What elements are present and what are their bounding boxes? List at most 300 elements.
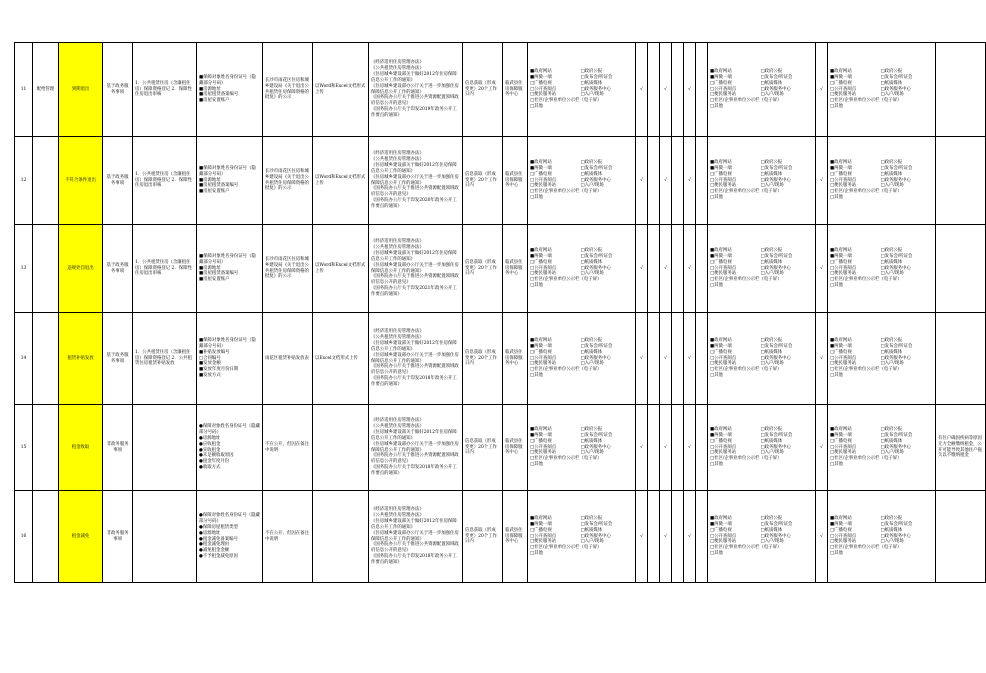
channel-cell [708, 405, 816, 491]
channel-option: □其他 [530, 195, 543, 201]
channel-option: □公开查阅点 [530, 86, 557, 92]
subject-cell: 长沙市雨花区住房和城乡建设局《关于退出公共租赁住房保障资格的批复》的公示 [263, 225, 313, 313]
channel-option: □政府公报 [580, 337, 603, 343]
channel-option: □政府公报 [580, 159, 603, 165]
channel-option: □发布会/听证会 [580, 253, 613, 259]
channel-option: □入户/现场 [580, 92, 604, 98]
row-number: 15 [15, 405, 33, 491]
channel-option: □广播电视 [710, 171, 732, 177]
channel-option: □其他 [710, 283, 723, 289]
channel-option: □广播电视 [710, 349, 732, 355]
channel-option: □政府公报 [580, 426, 603, 432]
channel-option: □便民服务站 [710, 92, 737, 98]
check-cell: √ [636, 137, 648, 225]
subject-cell: 长沙市雨花区住房和城乡建设局《关于退出公共租赁住房保障资格的批复》的公示 [263, 43, 313, 137]
channel-option: □便民服务站 [710, 539, 737, 545]
channel-list [530, 338, 633, 380]
category-cell [33, 491, 59, 583]
channel-option: □政务服务中心 [580, 444, 611, 450]
channel-option: □其他 [830, 373, 843, 379]
channel-cell [528, 491, 636, 583]
check-cell: √ [816, 43, 828, 137]
channel-option: ■政府网站 [530, 247, 552, 253]
channel-option: □公开查阅点 [710, 86, 737, 92]
carrier-cell: 以Word和Excel文档形式上传 [313, 43, 369, 137]
channel-option: □入户/现场 [760, 92, 784, 98]
channel-option: ■政府网站 [830, 515, 852, 521]
item-name-cell: 租金减免 [59, 491, 103, 583]
period-cell: 信息获取（形成变更）20个工作日内 [463, 491, 503, 583]
channel-option: □广播电视 [830, 438, 852, 444]
check-cell [696, 43, 708, 137]
content-cell: ●保障对象姓名身份证号（隐藏部分号码） ●房源地址 ●应收租金 ●实收租金 ●未足额收取原因 ●租金年度月份 ●收取方式 [197, 405, 263, 491]
channel-option: □公开查阅点 [710, 355, 737, 361]
channel-cell [708, 43, 816, 137]
channel-option: □纸质媒体 [580, 171, 603, 177]
channel-list [710, 427, 813, 469]
department-cell: 临武县住房保障服务中心 [503, 491, 528, 583]
channel-option: □便民服务站 [710, 361, 737, 367]
channel-option: □纸质媒体 [760, 527, 783, 533]
channel-option: □政务服务中心 [880, 533, 911, 539]
channel-option: ■两微一端 [830, 521, 852, 527]
item-name-cell: 租金收取 [59, 405, 103, 491]
channel-option: □政府公报 [880, 159, 903, 165]
channel-option: ■两微一端 [710, 253, 732, 259]
channel-option: □政府公报 [880, 426, 903, 432]
channel-option: □发布会/听证会 [760, 165, 793, 171]
channel-option: □公开查阅点 [830, 533, 857, 539]
channel-option: ■政府网站 [830, 159, 852, 165]
channel-option: □广播电视 [530, 259, 552, 265]
period-cell: 信息获取（形成变更）20个工作日内 [463, 313, 503, 405]
check-cell [696, 313, 708, 405]
check-cell [672, 313, 684, 405]
channel-option: □其他 [710, 462, 723, 468]
carrier-cell: 以Word和Excel文档形式上传 [313, 137, 369, 225]
channel-option: □发布会/听证会 [580, 74, 613, 80]
channel-cell [708, 137, 816, 225]
channel-option: □政府公报 [580, 247, 603, 253]
basis-cell: 1．公共租赁住房（含廉租住房）保障资格登记 2．保障性住房退出审核 [133, 137, 197, 225]
channel-option: □政府公报 [880, 247, 903, 253]
channel-cell [708, 313, 816, 405]
channel-option [580, 462, 634, 468]
channel-option: □其他 [830, 104, 843, 110]
category-cell [33, 313, 59, 405]
check-cell: √ [660, 137, 672, 225]
check-cell [648, 405, 660, 491]
channel-option [760, 283, 814, 289]
channel-option: □政务服务中心 [760, 355, 791, 361]
table-row [15, 43, 986, 137]
check-cell: √ [684, 405, 696, 491]
channel-option: □社区/企事业单位公示栏（电子屏） [530, 189, 602, 195]
period-cell: 信息获取（形成变更）20个工作日内 [463, 405, 503, 491]
channel-option: □便民服务站 [530, 92, 557, 98]
channel-option: □其他 [530, 462, 543, 468]
channel-option: □社区/企事业单位公示栏（电子屏） [830, 189, 902, 195]
channel-option: □便民服务站 [530, 539, 557, 545]
channel-option: □社区/企事业单位公示栏（电子屏） [530, 277, 602, 283]
channel-option: ■政府网站 [530, 159, 552, 165]
channel-option: ■政府网站 [710, 247, 732, 253]
content-cell: ■保障对象姓名身份证号（隐藏部分号码） ■房源地址 ■房屋租赁备案编号 ■房屋安置账户 [197, 225, 263, 313]
channel-option [880, 195, 934, 201]
channel-option [760, 551, 814, 557]
channel-option: □社区/企事业单位公示栏（电子屏） [710, 456, 782, 462]
channel-option: ■政府网站 [530, 68, 552, 74]
channel-cell [708, 225, 816, 313]
check-cell [648, 491, 660, 583]
channel-option: ■两微一端 [530, 343, 552, 349]
channel-option: □其他 [530, 104, 543, 110]
content-cell: ●保障对象姓名身份证号（隐藏部分号码） ●保障房屋租赁类型 ●房源地址 ●租金减免备案编号 ●租金减免理由 ●减免租金金额 ●不予租金减免原因 [197, 491, 263, 583]
channel-option: □其他 [830, 195, 843, 201]
channel-option: □广播电视 [830, 171, 852, 177]
law-basis-cell: 《经济适用住房管理办法》 《公共租赁住房管理办法》 《住房城乡建设部关于做好2012年住房保障信息公开工作的通知》 《住房城乡建设部办公厅关于进一步加强住房保障信息公开工作的通知》 《国务院办公厅关于推进公共资源配置领域政府信息公开的意见》 《国务院办公厅关于印发2021年政务公开工作要点的通知》 [369, 225, 463, 313]
department-cell: 临武县住房保障服务中心 [503, 137, 528, 225]
channel-option: □发布会/听证会 [880, 432, 913, 438]
basis-cell: 1．公共租赁住房（含廉租住房）保障资格登记 2．公共租赁住房租赁补贴发放 [133, 313, 197, 405]
subject-cell: 雨花区租赁补贴发放表 [263, 313, 313, 405]
category-cell [33, 405, 59, 491]
channel-option: ■政府网站 [710, 337, 732, 343]
channel-option: □纸质媒体 [580, 259, 603, 265]
department-cell: 临武县住房保障服务中心 [503, 313, 528, 405]
channel-option [880, 283, 934, 289]
channel-option: □发布会/听证会 [760, 253, 793, 259]
channel-option: □纸质媒体 [760, 171, 783, 177]
channel-option: ■政府网站 [830, 68, 852, 74]
check-cell [672, 491, 684, 583]
channel-list [710, 69, 813, 111]
channel-option: ■两微一端 [710, 521, 732, 527]
channel-option: □便民服务站 [830, 183, 857, 189]
channel-option: □政务服务中心 [760, 533, 791, 539]
channel-list [530, 516, 633, 558]
channel-option: ■两微一端 [530, 74, 552, 80]
check-cell: √ [660, 225, 672, 313]
channel-option: □发布会/听证会 [880, 521, 913, 527]
channel-option: □公开查阅点 [830, 265, 857, 271]
channel-option: ■两微一端 [830, 74, 852, 80]
channel-option: □公开查阅点 [530, 177, 557, 183]
basis-cell [133, 405, 197, 491]
channel-option: ■两微一端 [830, 432, 852, 438]
channel-option: ■政府网站 [710, 426, 732, 432]
channel-option: □纸质媒体 [760, 438, 783, 444]
channel-option: □政务服务中心 [760, 265, 791, 271]
channel-option: □发布会/听证会 [880, 253, 913, 259]
channel-option: □广播电视 [530, 438, 552, 444]
check-cell: √ [660, 43, 672, 137]
item-name-cell: 租赁补贴发放 [59, 313, 103, 405]
channel-option: □社区/企事业单位公示栏（电子屏） [710, 189, 782, 195]
channel-option: □便民服务站 [830, 450, 857, 456]
channel-option: □便民服务站 [830, 361, 857, 367]
check-cell: √ [636, 405, 648, 491]
check-cell: √ [660, 491, 672, 583]
channel-option: □政府公报 [760, 68, 783, 74]
channel-option: □入户/现场 [580, 183, 604, 189]
carrier-cell [313, 491, 369, 583]
channel-option: □广播电视 [710, 438, 732, 444]
channel-cell [528, 137, 636, 225]
table-body [15, 43, 986, 583]
channel-option: □政务服务中心 [880, 86, 911, 92]
department-cell: 临武县住房保障服务中心 [503, 405, 528, 491]
channel-option: □纸质媒体 [880, 80, 903, 86]
channel-option: □广播电视 [710, 259, 732, 265]
channel-option: □其他 [710, 373, 723, 379]
channel-list [530, 248, 633, 290]
channel-option: □纸质媒体 [760, 259, 783, 265]
channel-option: □纸质媒体 [580, 527, 603, 533]
channel-option: □发布会/听证会 [880, 343, 913, 349]
channel-option: □入户/现场 [580, 539, 604, 545]
channel-option: ■两微一端 [830, 165, 852, 171]
channel-list [830, 69, 933, 111]
check-cell: √ [816, 313, 828, 405]
item-type-cell: 非政务服务事项 [103, 491, 133, 583]
channel-option: □社区/企事业单位公示栏（电子屏） [710, 277, 782, 283]
channel-option: □政府公报 [880, 68, 903, 74]
channel-option: □广播电视 [530, 527, 552, 533]
channel-option: □政府公报 [760, 247, 783, 253]
channel-option: □其他 [830, 551, 843, 557]
channel-option: □便民服务站 [710, 183, 737, 189]
period-cell: 信息获取（形成变更）20个工作日内 [463, 137, 503, 225]
category-cell: 配给管理 [33, 43, 59, 137]
subject-cell: 长沙市雨花区住房和城乡建设局《关于退出公共租赁住房保障资格的批复》的公示 [263, 137, 313, 225]
channel-option: □便民服务站 [710, 271, 737, 277]
channel-option: ■政府网站 [710, 68, 732, 74]
channel-option: □社区/企事业单位公示栏（电子屏） [710, 367, 782, 373]
check-cell [648, 313, 660, 405]
channel-option: □政府公报 [760, 426, 783, 432]
channel-cell [828, 137, 936, 225]
channel-option: ■政府网站 [530, 426, 552, 432]
channel-option: □入户/现场 [880, 539, 904, 545]
table-row [15, 225, 986, 313]
channel-option: □政务服务中心 [880, 355, 911, 361]
channel-option: ■两微一端 [530, 432, 552, 438]
channel-option: □入户/现场 [760, 539, 784, 545]
channel-option: □公开查阅点 [830, 86, 857, 92]
channel-option: □纸质媒体 [760, 80, 783, 86]
subject-cell: 不在公开，但因在备注中说明 [263, 491, 313, 583]
channel-option [580, 551, 634, 557]
channel-option: □纸质媒体 [580, 349, 603, 355]
channel-option: □发布会/听证会 [580, 432, 613, 438]
remark-cell [936, 225, 986, 313]
channel-list [710, 248, 813, 290]
channel-option: □便民服务站 [830, 271, 857, 277]
check-cell: √ [636, 43, 648, 137]
channel-list [530, 427, 633, 469]
basis-cell: 1．公共租赁住房（含廉租住房）保障资格登记 2．保障性住房退出审核 [133, 43, 197, 137]
channel-option: □广播电视 [830, 527, 852, 533]
channel-option: □社区/企事业单位公示栏（电子屏） [710, 98, 782, 104]
channel-cell [828, 43, 936, 137]
table-row [15, 405, 986, 491]
channel-option: □其他 [830, 462, 843, 468]
check-cell: √ [684, 225, 696, 313]
check-cell [672, 405, 684, 491]
row-number: 12 [15, 137, 33, 225]
channel-option: □广播电视 [710, 527, 732, 533]
channel-option: □便民服务站 [830, 92, 857, 98]
channel-option: □政府公报 [580, 68, 603, 74]
check-cell [696, 405, 708, 491]
channel-option [760, 373, 814, 379]
check-cell: √ [684, 43, 696, 137]
channel-list [710, 160, 813, 202]
check-cell: √ [816, 491, 828, 583]
channel-option: □政府公报 [580, 515, 603, 521]
channel-cell [828, 405, 936, 491]
channel-option: □其他 [710, 104, 723, 110]
channel-option: □发布会/听证会 [880, 74, 913, 80]
item-type-cell: 基于政务服务事项 [103, 43, 133, 137]
channel-option: □其他 [530, 551, 543, 557]
basis-cell: 1．公共租赁住房（含廉租住房）保障资格登记 2．保障性住房退出审核 [133, 225, 197, 313]
check-cell [648, 43, 660, 137]
channel-option: □纸质媒体 [880, 527, 903, 533]
channel-option [580, 373, 634, 379]
table-row [15, 313, 986, 405]
check-cell: √ [684, 491, 696, 583]
remark-cell: 有住户确因疾病等原因无力全额缴纳租金，公开可能导致其他住户拖欠以不缴纳租金 [936, 405, 986, 491]
channel-option: ■政府网站 [830, 337, 852, 343]
channel-option: ■政府网站 [530, 515, 552, 521]
channel-option: □政府公报 [760, 159, 783, 165]
channel-option: □公开查阅点 [530, 533, 557, 539]
channel-cell [528, 405, 636, 491]
channel-option: ■政府网站 [830, 247, 852, 253]
channel-option [880, 462, 934, 468]
channel-option: □社区/企事业单位公示栏（电子屏） [710, 545, 782, 551]
channel-option: □其他 [830, 283, 843, 289]
channel-option: □其他 [710, 195, 723, 201]
category-cell [33, 137, 59, 225]
channel-option: □纸质媒体 [880, 171, 903, 177]
channel-option: ■政府网站 [710, 515, 732, 521]
channel-option: □公开查阅点 [710, 177, 737, 183]
channel-option: □政务服务中心 [580, 533, 611, 539]
channel-option [580, 104, 634, 110]
channel-option: □发布会/听证会 [760, 521, 793, 527]
channel-option: □广播电视 [530, 171, 552, 177]
channel-option: □其他 [530, 283, 543, 289]
channel-option: □政务服务中心 [760, 86, 791, 92]
channel-option: □纸质媒体 [880, 438, 903, 444]
law-basis-cell: 《经济适用住房管理办法》 《公共租赁住房管理办法》 《住房城乡建设部关于做好2012年住房保障信息公开工作的通知》 《住房城乡建设部办公厅关于进一步加强住房保障信息公开工作的通知》 《国务院办公厅关于推进公共资源配置领域政府信息公开的意见》 《国务院办公厅关于印发2020年政务公开工作要点的通知》 [369, 137, 463, 225]
channel-cell [528, 43, 636, 137]
channel-option [880, 373, 934, 379]
channel-option: □社区/企事业单位公示栏（电子屏） [530, 456, 602, 462]
channel-option: □其他 [530, 373, 543, 379]
check-cell: √ [684, 137, 696, 225]
channel-option: ■政府网站 [710, 159, 732, 165]
content-cell: ■保障对象姓名身份证号（隐藏部分号码） ■房源地址 ■房屋租赁备案编号 ■房屋安置账户 [197, 43, 263, 137]
channel-option: □便民服务站 [710, 450, 737, 456]
check-cell: √ [816, 137, 828, 225]
channel-list [710, 516, 813, 558]
channel-option: □社区/企事业单位公示栏（电子屏） [530, 545, 602, 551]
item-name-cell: 到期退出 [59, 43, 103, 137]
channel-list [830, 516, 933, 558]
channel-option: ■两微一端 [710, 74, 732, 80]
law-basis-cell: 《经济适用住房管理办法》 《公共租赁住房管理办法》 《住房城乡建设部关于做好2012年住房保障信息公开工作的通知》 《住房城乡建设部办公厅关于进一步加强住房保障信息公开工作的通知》 《国务院办公厅关于推进公共资源配置领域政府信息公开的意见》 《国务院办公厅关于印发2018年政务公开工作要点的通知》 [369, 405, 463, 491]
law-basis-cell: 《经济适用住房管理办法》 《公共租赁住房管理办法》 《住房城乡建设部关于做好2012年住房保障信息公开工作的通知》 《住房城乡建设部办公厅关于进一步加强住房保障信息公开工作的通知》 《国务院办公厅关于推进公共资源配置领域政府信息公开的意见》 《国务院办公厅关于印发2019年政务公开工作要点的通知》 [369, 43, 463, 137]
channel-option: □入户/现场 [880, 361, 904, 367]
channel-option: □政务服务中心 [880, 444, 911, 450]
channel-option: □入户/现场 [880, 183, 904, 189]
item-type-cell: 非政务服务事项 [103, 405, 133, 491]
channel-option: □便民服务站 [530, 450, 557, 456]
channel-option: □入户/现场 [580, 271, 604, 277]
channel-option: □政府公报 [760, 515, 783, 521]
content-cell: ■保障对象姓名身份证号（隐藏部分号码） ■房源地址 ■房屋租赁备案编号 ■房屋安置账户 [197, 137, 263, 225]
channel-option: □便民服务站 [530, 183, 557, 189]
remark-cell [936, 313, 986, 405]
channel-cell [528, 225, 636, 313]
channel-option: □纸质媒体 [580, 80, 603, 86]
channel-option: □发布会/听证会 [580, 165, 613, 171]
check-cell: √ [660, 405, 672, 491]
channel-option: □入户/现场 [760, 450, 784, 456]
channel-option: □广播电视 [830, 259, 852, 265]
check-cell [648, 225, 660, 313]
channel-option: □入户/现场 [580, 450, 604, 456]
channel-option: □公开查阅点 [530, 444, 557, 450]
channel-list [830, 427, 933, 469]
channel-option: ■两微一端 [710, 432, 732, 438]
channel-list [830, 338, 933, 380]
channel-option: □广播电视 [830, 80, 852, 86]
channel-cell [828, 491, 936, 583]
channel-cell [528, 313, 636, 405]
channel-option: □入户/现场 [760, 271, 784, 277]
check-cell [648, 137, 660, 225]
row-number: 13 [15, 225, 33, 313]
item-type-cell: 基于政务服务事项 [103, 137, 133, 225]
check-cell [696, 225, 708, 313]
period-cell: 信息获取（形成变更）20个工作日内 [463, 225, 503, 313]
channel-option: □公开查阅点 [830, 444, 857, 450]
table-row [15, 491, 986, 583]
channel-option: □公开查阅点 [830, 355, 857, 361]
item-name-cell: 违规处罚退出 [59, 225, 103, 313]
channel-option: □发布会/听证会 [760, 74, 793, 80]
channel-option [580, 283, 634, 289]
channel-option: □入户/现场 [580, 361, 604, 367]
remark-cell [936, 491, 986, 583]
channel-option: □入户/现场 [760, 183, 784, 189]
channel-option: □发布会/听证会 [760, 343, 793, 349]
check-cell: √ [684, 313, 696, 405]
item-type-cell: 基于政务服务事项 [103, 313, 133, 405]
channel-option [880, 551, 934, 557]
channel-cell [828, 225, 936, 313]
item-type-cell: 基于政务服务事项 [103, 225, 133, 313]
channel-option: □社区/企事业单位公示栏（电子屏） [830, 456, 902, 462]
channel-option: □政务服务中心 [880, 177, 911, 183]
channel-option: ■两微一端 [530, 253, 552, 259]
channel-option: □政务服务中心 [580, 265, 611, 271]
